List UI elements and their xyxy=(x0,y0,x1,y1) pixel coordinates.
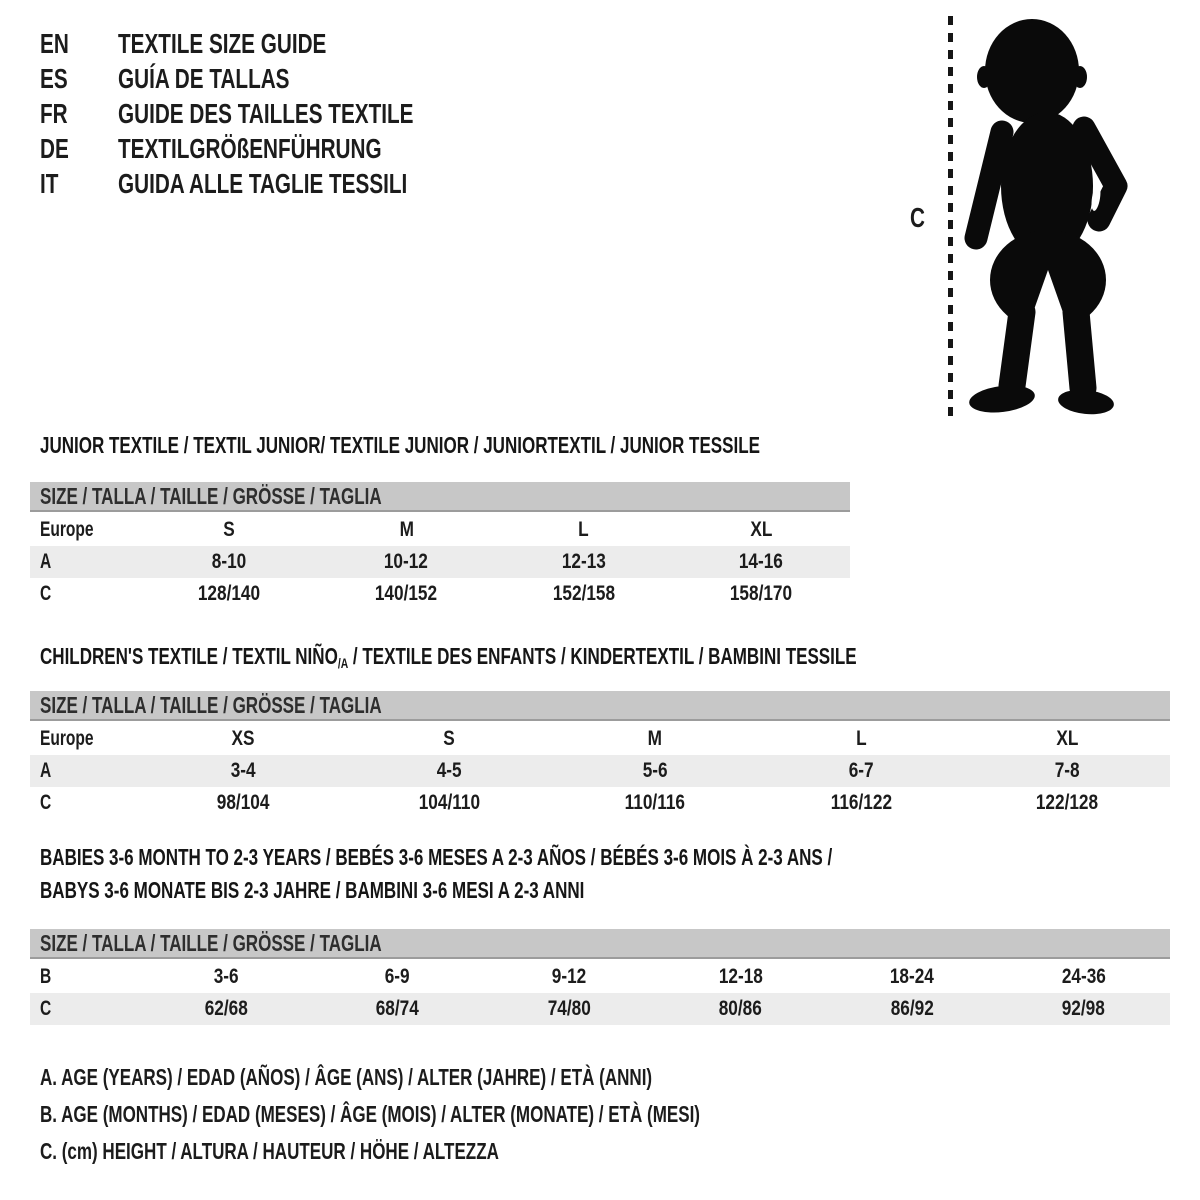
row-label-text: C xyxy=(40,582,52,605)
cell-text: XL xyxy=(750,518,773,541)
cell-text: 8-10 xyxy=(211,550,246,573)
cell-text: 5-6 xyxy=(642,759,668,782)
junior-size-header-text: SIZE / TALLA / TAILLE / GRÖSSE / TAGLIA xyxy=(40,482,382,509)
table-cell xyxy=(758,759,964,783)
height-measure-label-text: C xyxy=(910,202,925,233)
table-cell xyxy=(140,965,312,989)
language-title-text: TEXTILE SIZE GUIDE xyxy=(118,27,327,59)
language-code-text: IT xyxy=(40,167,59,199)
legend-line-c-text: C. (cm) HEIGHT / ALTURA / HAUTEUR / HÖHE / ALTEZZA xyxy=(40,1138,499,1164)
table-cell xyxy=(552,727,758,751)
language-title-list xyxy=(40,26,517,201)
cell-text: 3-4 xyxy=(230,759,256,782)
children-section-title xyxy=(40,643,1144,676)
row-label-text: A xyxy=(40,759,52,782)
junior-section-title-text: JUNIOR TEXTILE / TEXTIL JUNIOR/ TEXTILE JUNIOR / JUNIORTEXTIL / JUNIOR TESSILE xyxy=(40,432,760,458)
cell-text: 92/98 xyxy=(1062,997,1106,1020)
table-cell xyxy=(964,759,1170,783)
cell-text: 80/86 xyxy=(719,997,763,1020)
cell-text: 10-12 xyxy=(384,550,429,573)
table-cell xyxy=(495,550,673,574)
cell-text: S xyxy=(222,518,235,541)
row-label-text: A xyxy=(40,550,52,573)
height-dashed-line xyxy=(948,16,953,416)
language-title-text: GUIDE DES TAILLES TEXTILE xyxy=(118,97,414,129)
cell-text: 104/110 xyxy=(418,791,480,814)
table-cell xyxy=(826,965,998,989)
table-row-age xyxy=(30,546,850,578)
babies-size-header-bar xyxy=(30,929,1170,959)
table-cell xyxy=(140,791,346,815)
cell-text: 122/128 xyxy=(1035,791,1099,814)
cell-text: 68/74 xyxy=(375,997,419,1020)
cell-text: M xyxy=(647,727,663,750)
cell-text: 4-5 xyxy=(436,759,462,782)
table-cell xyxy=(318,518,496,542)
table-cell xyxy=(140,997,312,1021)
table-row-age xyxy=(30,755,1170,787)
language-row-it xyxy=(40,166,517,201)
cell-text: 74/80 xyxy=(547,997,591,1020)
table-row-height xyxy=(30,787,1170,819)
table-cell xyxy=(758,791,964,815)
table-cell xyxy=(552,791,758,815)
cell-text: XS xyxy=(231,727,255,750)
language-title xyxy=(118,28,400,60)
row-label-cell xyxy=(30,997,140,1021)
row-label-cell xyxy=(30,582,140,606)
children-size-table xyxy=(30,691,1170,819)
legend-line-b-text: B. AGE (MONTHS) / EDAD (MESES) / ÂGE (MOIS) / ALTER (MONATE) / ETÀ (MESI) xyxy=(40,1101,700,1127)
cell-text: 12-13 xyxy=(561,550,606,573)
cell-text: 12-18 xyxy=(718,965,763,988)
table-row-height xyxy=(30,993,1170,1025)
language-title xyxy=(118,63,350,95)
language-title-text: GUIDA ALLE TAGLIE TESSILI xyxy=(118,167,408,199)
language-title xyxy=(118,168,509,200)
table-cell xyxy=(312,965,484,989)
children-title-subscript: /A xyxy=(337,655,349,671)
language-code-text: FR xyxy=(40,97,68,129)
cell-text: 98/104 xyxy=(216,791,270,814)
cell-text: XL xyxy=(1055,727,1079,750)
cell-text: 116/122 xyxy=(830,791,892,814)
cell-text: 152/158 xyxy=(552,582,615,605)
table-cell xyxy=(495,518,673,542)
toddler-silhouette-icon xyxy=(962,14,1140,418)
table-cell xyxy=(998,965,1170,989)
table-cell xyxy=(346,791,552,815)
cell-text: 9-12 xyxy=(551,965,587,988)
cell-text: 110/116 xyxy=(624,791,686,814)
row-label-cell xyxy=(30,727,140,751)
babies-title-line2 xyxy=(40,874,1111,907)
table-cell xyxy=(318,550,496,574)
children-title-main: CHILDREN'S TEXTILE / TEXTIL NIÑO xyxy=(40,643,338,669)
cell-text: M xyxy=(399,518,414,541)
table-cell xyxy=(483,997,655,1021)
legend-line-c xyxy=(40,1138,932,1175)
row-label-cell xyxy=(30,518,140,542)
cell-text: 18-24 xyxy=(890,965,935,988)
table-cell xyxy=(758,727,964,751)
cell-text: L xyxy=(855,727,867,750)
cell-text: 86/92 xyxy=(890,997,934,1020)
cell-text: 62/68 xyxy=(204,997,248,1020)
language-code-text: EN xyxy=(40,27,69,59)
table-cell xyxy=(826,997,998,1021)
cell-text: 6-7 xyxy=(848,759,874,782)
table-cell xyxy=(998,997,1170,1021)
table-cell xyxy=(964,791,1170,815)
babies-title-line1 xyxy=(40,841,1111,874)
row-label-text: Europe xyxy=(40,727,94,750)
cell-text: 158/170 xyxy=(730,582,793,605)
junior-section-title xyxy=(40,432,1013,458)
table-row-europe xyxy=(30,723,1170,755)
language-code xyxy=(40,133,118,165)
row-label-text: B xyxy=(40,965,52,988)
babies-section-title xyxy=(40,841,1111,907)
row-label-text: C xyxy=(40,997,52,1020)
language-code xyxy=(40,28,118,60)
language-row-es xyxy=(40,61,517,96)
table-cell xyxy=(318,582,496,606)
table-cell xyxy=(655,997,827,1021)
table-cell xyxy=(483,965,655,989)
language-code xyxy=(40,98,118,130)
table-cell xyxy=(346,727,552,751)
row-label-cell xyxy=(30,759,140,783)
babies-size-header-text: SIZE / TALLA / TAILLE / GRÖSSE / TAGLIA xyxy=(40,929,382,956)
cell-text: 24-36 xyxy=(1061,965,1106,988)
table-cell xyxy=(140,727,346,751)
table-cell xyxy=(140,518,318,542)
language-title-text: GUÍA DE TALLAS xyxy=(118,62,290,94)
table-row-height xyxy=(30,578,850,610)
cell-text: 128/140 xyxy=(197,582,260,605)
table-cell xyxy=(495,582,673,606)
language-title xyxy=(118,133,474,165)
children-section-title-text xyxy=(40,643,857,676)
children-size-header-bar xyxy=(30,691,1170,721)
language-title xyxy=(118,98,517,130)
cell-text: 7-8 xyxy=(1054,759,1080,782)
language-row-en xyxy=(40,26,517,61)
language-row-de xyxy=(40,131,517,166)
table-row-age-months xyxy=(30,961,1170,993)
cell-text: 140/152 xyxy=(375,582,438,605)
language-code xyxy=(40,168,118,200)
height-measure-label xyxy=(910,202,930,234)
cell-text: 14-16 xyxy=(739,550,784,573)
measurement-legend xyxy=(40,1064,932,1175)
cell-text: 6-9 xyxy=(384,965,410,988)
row-label-cell xyxy=(30,550,140,574)
legend-line-a xyxy=(40,1064,932,1101)
table-cell xyxy=(964,727,1170,751)
table-cell xyxy=(673,550,851,574)
legend-line-b xyxy=(40,1101,932,1138)
table-cell xyxy=(655,965,827,989)
table-row-europe xyxy=(30,514,850,546)
table-cell xyxy=(552,759,758,783)
cell-text: 3-6 xyxy=(213,965,239,988)
row-label-text: C xyxy=(40,791,52,814)
babies-title-line1-text: BABIES 3-6 MONTH TO 2-3 YEARS / BEBÉS 3-6 MESES A 2-3 AÑOS / BÉBÉS 3-6 MOIS À 2-3 ANS / xyxy=(40,844,833,870)
row-label-cell xyxy=(30,965,140,989)
language-code-text: DE xyxy=(40,132,69,164)
cell-text: L xyxy=(578,518,590,541)
cell-text: S xyxy=(443,727,455,750)
junior-size-table xyxy=(30,482,850,610)
row-label-text: Europe xyxy=(40,518,94,541)
table-cell xyxy=(346,759,552,783)
language-code xyxy=(40,63,118,95)
table-cell xyxy=(140,550,318,574)
row-label-cell xyxy=(30,791,140,815)
babies-size-table xyxy=(30,929,1170,1025)
language-code-text: ES xyxy=(40,62,68,94)
language-title-text: TEXTILGRÖßENFÜHRUNG xyxy=(118,132,382,164)
language-row-fr xyxy=(40,96,517,131)
legend-line-a-text: A. AGE (YEARS) / EDAD (AÑOS) / ÂGE (ANS) / ALTER (JAHRE) / ETÀ (ANNI) xyxy=(40,1064,653,1090)
table-cell xyxy=(140,582,318,606)
children-size-header-text: SIZE / TALLA / TAILLE / GRÖSSE / TAGLIA xyxy=(40,691,382,718)
children-title-rest: / TEXTILE DES ENFANTS / KINDERTEXTIL / BAMBINI TESSILE xyxy=(348,643,857,669)
table-cell xyxy=(140,759,346,783)
table-cell xyxy=(673,518,851,542)
table-cell xyxy=(673,582,851,606)
babies-title-line2-text: BABYS 3-6 MONATE BIS 2-3 JAHRE / BAMBINI 3-6 MESI A 2-3 ANNI xyxy=(40,877,585,903)
table-cell xyxy=(312,997,484,1021)
junior-size-header-bar xyxy=(30,482,850,512)
